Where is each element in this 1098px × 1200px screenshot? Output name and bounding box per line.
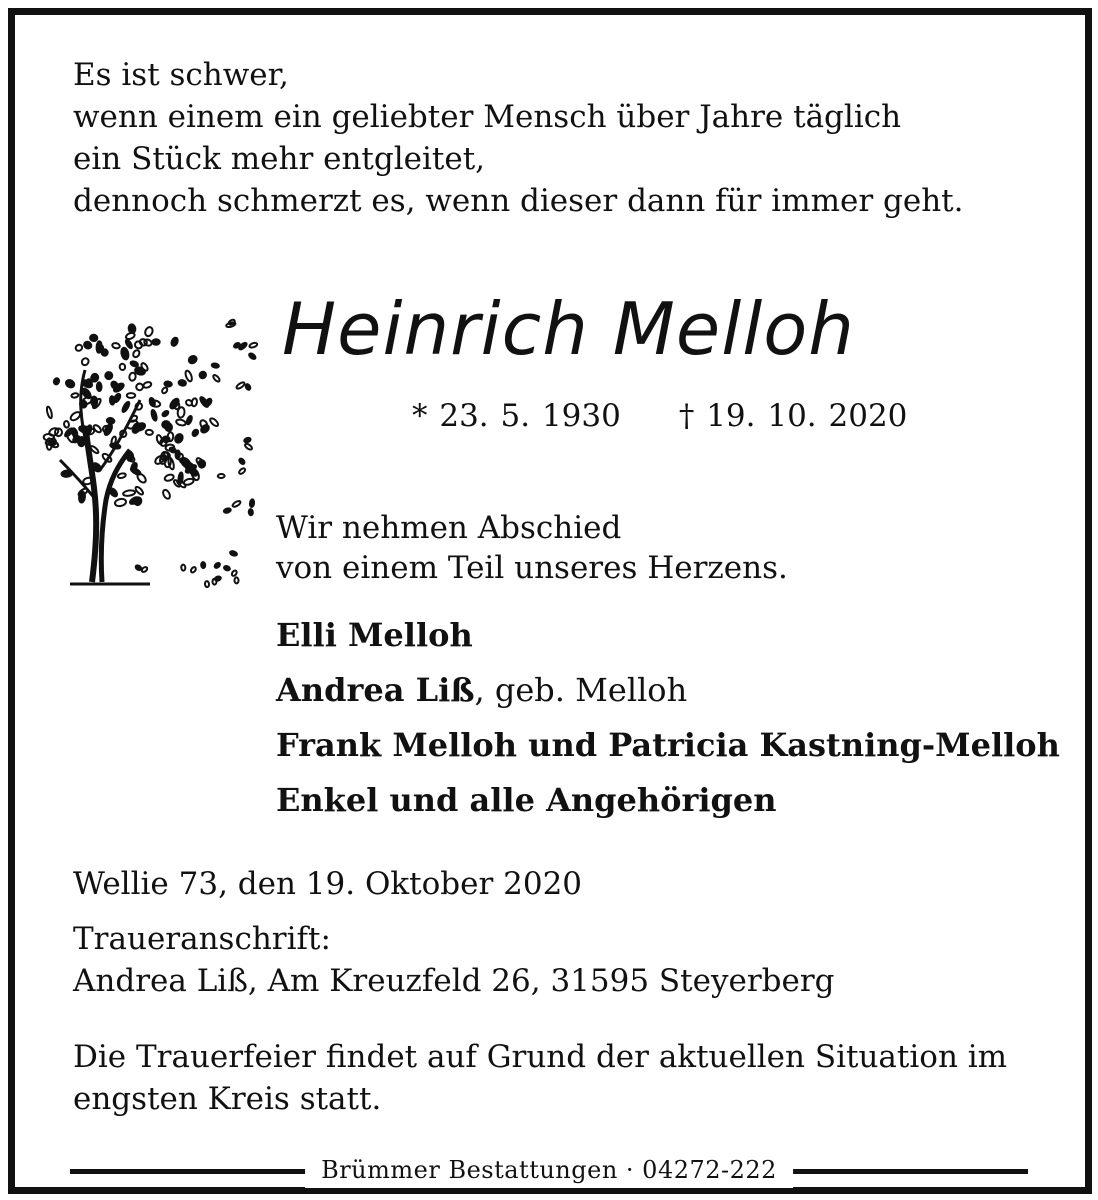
poem-line: ein Stück mehr entgleitet,	[73, 141, 486, 177]
deceased-name: Heinrich Melloh	[282, 287, 855, 371]
ceremony-note	[73, 1036, 1007, 1120]
ceremony-note-line: engsten Kreis statt.	[73, 1081, 382, 1117]
funeral-home-label: Brümmer Bestattungen · 04272-222	[305, 1152, 793, 1188]
ceremony-note-line: Die Trauerfeier findet auf Grund der aktuellen Situation im	[73, 1039, 1008, 1075]
death-date: † 19. 10. 2020	[678, 398, 908, 434]
mourners-list	[276, 608, 1060, 828]
mourner-row	[276, 608, 1060, 663]
mourner-row	[276, 663, 1060, 718]
mourner-name: Enkel und alle Angehörigen	[276, 781, 777, 819]
mourner-row	[276, 718, 1060, 773]
poem-line: Es ist schwer,	[73, 57, 289, 93]
mourning-address	[73, 918, 835, 1002]
birth-date: * 23. 5. 1930	[412, 398, 621, 434]
farewell-line: Wir nehmen Abschied	[276, 510, 622, 546]
poem	[73, 54, 963, 222]
farewell-line: von einem Teil unseres Herzens.	[276, 550, 788, 586]
funeral-home-footer	[70, 1152, 1028, 1192]
poem-line: wenn einem ein geliebter Mensch über Jahre täglich	[73, 99, 902, 135]
mourner-name: Frank Melloh und Patricia Kastning-Melloh	[276, 726, 1060, 764]
mourner-row	[276, 773, 1060, 828]
farewell-text	[276, 508, 788, 588]
mourning-address-value: Andrea Liß, Am Kreuzfeld 26, 31595 Steyerberg	[73, 963, 835, 999]
mourner-name: Andrea Liß	[276, 671, 475, 709]
mourning-address-label: Traueranschrift:	[73, 921, 331, 957]
mourner-name: Elli Melloh	[276, 616, 473, 654]
poem-line: dennoch schmerzt es, wenn dieser dann für immer geht.	[73, 183, 964, 219]
mourner-suffix: , geb. Melloh	[474, 671, 688, 709]
tree-with-falling-leaves-icon	[40, 300, 260, 600]
place-and-date: Wellie 73, den 19. Oktober 2020	[73, 866, 583, 902]
life-dates	[412, 396, 907, 436]
